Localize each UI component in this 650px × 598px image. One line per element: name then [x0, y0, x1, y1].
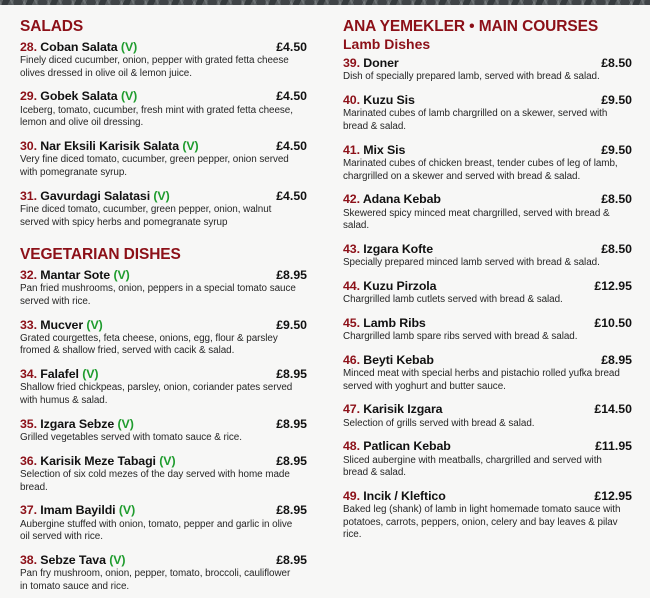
- menu-item-title-row: [20, 40, 307, 54]
- menu-item-price: £8.95: [276, 552, 307, 567]
- menu-column-right: [325, 5, 650, 598]
- menu-item-price: £8.50: [601, 241, 632, 256]
- menu-item-number: 36.: [20, 453, 37, 468]
- menu-item-number: 29.: [20, 89, 37, 104]
- menu-item-description: Sliced aubergine with meatballs, chargrilled and served with bread & salad.: [343, 454, 602, 479]
- menu-item: [325, 279, 650, 307]
- menu-item-title: Nar Eksili Karisik Salata: [40, 138, 179, 153]
- menu-item-title-row: [343, 242, 632, 256]
- menu-item-name: [343, 242, 433, 256]
- menu-item-description: Marinated cubes of lamb chargrilled on a skewer, served with bread & salad.: [343, 108, 608, 132]
- menu-item-title: Karisik Izgara: [363, 402, 443, 417]
- menu-item-title-row: [343, 93, 632, 107]
- menu-item-name: [343, 402, 442, 416]
- menu-item-name: [343, 192, 441, 206]
- menu-item-description: Skewered spicy minced meat chargrilled, served with bread & salad.: [343, 207, 610, 232]
- menu-item-title: Izgara Kofte: [363, 241, 433, 256]
- menu-item-price: £8.95: [276, 267, 307, 282]
- menu-item-number: 31.: [20, 188, 37, 203]
- menu-item: [0, 89, 325, 130]
- menu-item-description: Minced meat with special herbs and pistachio rolled yufka bread served with yoghurt and butter sauce.: [343, 367, 620, 392]
- menu-item-title-row: [343, 143, 632, 157]
- menu-item-price: £8.95: [601, 352, 632, 367]
- menu-item-description: Very fine diced tomato, cucumber, green pepper, onion served with pomegranate syrup.: [20, 154, 289, 178]
- menu-item-title-row: [343, 402, 632, 416]
- menu-item-description: Grated courgettes, feta cheese, onions, egg, flour & parsley fromed & shallow fried, served with cacik & salad.: [20, 332, 278, 357]
- menu-item: [325, 192, 650, 233]
- menu-item-title-row: [20, 89, 307, 103]
- menu-item-description: Shallow fried chickpeas, parsley, onion, coriander pates served with humus & salad.: [20, 382, 293, 407]
- menu-item-price: £8.95: [276, 367, 307, 382]
- menu-item-description: Chargrilled lamb cutlets served with bread & salad.: [343, 294, 563, 306]
- menu-item-title: Izgara Sebze: [40, 416, 115, 431]
- menu-item-title-row: [343, 439, 632, 453]
- menu-item-title: Sebze Tava: [40, 552, 106, 567]
- menu-item-number: 49.: [343, 488, 360, 503]
- menu-item-title: Patlican Kebab: [363, 439, 451, 454]
- menu-item-price: £8.50: [601, 56, 632, 71]
- menu-item-title: Gavurdagi Salatasi: [40, 188, 151, 203]
- menu-item: [0, 189, 325, 230]
- menu-item-description: Pan fried mushrooms, onion, peppers in a special tomato sauce served with rice.: [20, 283, 296, 307]
- menu-item-name: [20, 417, 134, 431]
- subsection-heading: Lamb Dishes: [343, 35, 431, 52]
- menu-item-name: [343, 56, 399, 70]
- menu-item-description: Iceberg, tomato, cucumber, fresh mint with grated fetta cheese, lemon and olive oil dressing.: [20, 104, 293, 129]
- vegetarian-tag: (V): [120, 89, 138, 104]
- menu-item-price: £9.50: [601, 142, 632, 157]
- menu-item-name: [343, 439, 451, 453]
- menu-item-description: Baked leg (shank) of lamb in light homemade tomato sauce with potatoes, carrots, peppers, onion, celery and bay leaves & pilav rice.: [343, 504, 621, 541]
- vegetarian-tag: (V): [117, 416, 134, 431]
- menu-item-name: [343, 316, 426, 330]
- menu-item-price: £8.95: [276, 416, 307, 431]
- menu-item-price: £8.95: [276, 503, 307, 518]
- menu-item-name: [20, 89, 137, 103]
- menu-item-price: £10.50: [594, 315, 632, 330]
- menu-item-number: 33.: [20, 317, 37, 332]
- menu-item-title-row: [20, 189, 307, 203]
- menu-item-number: 41.: [343, 142, 360, 157]
- menu-item: [0, 417, 325, 445]
- menu-item: [325, 56, 650, 84]
- menu-item-name: [20, 454, 175, 468]
- menu-item-title-row: [343, 56, 632, 70]
- menu-item-title-row: [20, 417, 307, 431]
- menu-item: [325, 402, 650, 430]
- menu-item: [325, 93, 650, 134]
- menu-item: [0, 318, 325, 359]
- menu-item-title-row: [20, 367, 307, 381]
- menu-item-title: Lamb Ribs: [363, 315, 426, 330]
- menu-item: [0, 553, 325, 594]
- menu-item-number: 48.: [343, 439, 360, 454]
- menu-item-title-row: [20, 318, 307, 332]
- menu-item-title: Karisik Meze Tabagi: [40, 453, 156, 468]
- menu-item-description: Pan fry mushroom, onion, pepper, tomato, broccoli, cauliflower in tomato sauce and rice.: [20, 568, 291, 592]
- menu-item-title-row: [343, 489, 632, 503]
- vegetarian-tag: (V): [82, 367, 99, 382]
- section-heading: ANA YEMEKLER • MAIN COURSES: [343, 18, 599, 35]
- menu-item-name: [343, 489, 446, 503]
- menu-item-title-row: [20, 139, 307, 153]
- menu-item-number: 40.: [343, 93, 360, 108]
- menu-item-description: Selection of six cold mezes of the day served with home made bread.: [20, 468, 290, 493]
- section-heading: SALADS: [20, 18, 84, 35]
- menu-item-name: [20, 189, 170, 203]
- menu-item-name: [343, 279, 436, 293]
- menu-item-description: Grilled vegetables served with tomato sauce & rice.: [20, 432, 242, 443]
- menu-item-price: £12.95: [594, 278, 632, 293]
- menu-item-title-row: [343, 279, 632, 293]
- menu-item: [325, 316, 650, 344]
- menu-item-number: 46.: [343, 352, 360, 367]
- menu-item-title-row: [343, 192, 632, 206]
- menu-item-number: 34.: [20, 367, 37, 382]
- menu-item-title-row: [20, 503, 307, 517]
- section-heading-block: [0, 19, 325, 38]
- menu-item-title: Gobek Salata: [40, 89, 118, 104]
- menu-item: [325, 242, 650, 270]
- menu-item-name: [343, 143, 405, 157]
- menu-item-description: Dish of specially prepared lamb, served with bread & salad.: [343, 71, 600, 83]
- menu-item-price: £11.95: [595, 439, 632, 454]
- menu-item: [325, 489, 650, 542]
- menu-item: [0, 40, 325, 81]
- menu-item-price: £12.95: [594, 488, 632, 503]
- section-heading-block: [0, 247, 325, 266]
- menu-item-name: [343, 93, 415, 107]
- menu-item: [325, 143, 650, 184]
- menu-item-price: £8.50: [601, 192, 632, 207]
- menu-item-title: Imam Bayildi: [40, 503, 116, 518]
- vegetarian-tag: (V): [153, 188, 170, 203]
- menu-item-number: 44.: [343, 278, 360, 293]
- menu-item: [0, 268, 325, 309]
- menu-item-title: Mucver: [40, 317, 84, 332]
- menu-item-number: 32.: [20, 267, 37, 282]
- menu-item-number: 28.: [20, 39, 37, 54]
- menu-item-title-row: [20, 553, 307, 567]
- menu-item-title: Beyti Kebab: [363, 352, 434, 367]
- menu-item-title: Incik / Kleftico: [363, 488, 446, 503]
- menu-item-number: 43.: [343, 241, 360, 256]
- vegetarian-tag: (V): [86, 317, 103, 332]
- menu-item-description: Finely diced cucumber, onion, pepper with grated fetta cheese olives dressed in olive oil & lemon juice.: [20, 55, 289, 79]
- menu-item-number: 35.: [20, 416, 37, 431]
- menu-item-description: Selection of grills served with bread & salad.: [343, 417, 535, 429]
- menu-item-title: Adana Kebab: [362, 192, 441, 207]
- menu-item: [0, 454, 325, 495]
- vegetarian-tag: (V): [159, 453, 176, 468]
- menu-item: [0, 503, 325, 544]
- menu-item-description: Chargrilled lamb spare ribs served with bread & salad.: [343, 331, 578, 343]
- menu-item-title: Mix Sis: [363, 142, 406, 157]
- vegetarian-tag: (V): [182, 138, 199, 153]
- menu-item: [325, 353, 650, 394]
- menu-item-description: Aubergine stuffed with onion, tomato, pepper and garlic in olive oil served with rice.: [20, 518, 293, 543]
- menu-item: [0, 139, 325, 180]
- menu-item-title: Kuzu Pirzola: [363, 278, 437, 293]
- menu-item-price: £8.95: [276, 453, 307, 468]
- menu-item: [0, 367, 325, 408]
- menu-item-number: 30.: [20, 138, 37, 153]
- menu-item-number: 45.: [343, 315, 360, 330]
- menu-item-price: £4.50: [276, 138, 307, 153]
- menu-item-title: Mantar Sote: [40, 267, 111, 282]
- menu-item-price: £9.50: [601, 93, 632, 108]
- menu-item-title: Doner: [363, 56, 399, 71]
- menu-item-number: 42.: [343, 192, 360, 207]
- menu-item-title-row: [343, 316, 632, 330]
- menu-item-price: £4.50: [276, 188, 307, 203]
- menu-item-title-row: [343, 353, 632, 367]
- section-heading-block: [325, 19, 650, 54]
- menu-item-name: [343, 353, 434, 367]
- vegetarian-tag: (V): [113, 267, 130, 282]
- menu-item-description: Fine diced tomato, cucumber, green pepper, onion, walnut served with spicy herbs and pomegranate syrup: [20, 203, 272, 228]
- menu-item-number: 47.: [343, 402, 360, 417]
- menu-item-number: 39.: [343, 56, 360, 71]
- menu-item-name: [20, 139, 199, 153]
- menu-item-title-row: [20, 268, 307, 282]
- menu-item-title: Kuzu Sis: [363, 93, 415, 108]
- menu-item-description: Specially prepared minced lamb served with bread & salad.: [343, 257, 600, 269]
- menu-item-description: Marinated cubes of chicken breast, tender cubes of leg of lamb, chargrilled on a skewer and served with bread & salad.: [343, 157, 618, 182]
- vegetarian-tag: (V): [109, 552, 126, 567]
- menu-item-name: [20, 40, 137, 54]
- menu-column-left: [0, 5, 325, 598]
- menu-item-price: £4.50: [276, 39, 307, 54]
- menu-item-price: £9.50: [276, 317, 307, 332]
- menu-item-name: [20, 367, 98, 381]
- menu-item-price: £4.50: [276, 89, 307, 104]
- menu-item-name: [20, 268, 130, 282]
- menu-item: [325, 439, 650, 480]
- menu-item-title: Coban Salata: [40, 39, 118, 54]
- menu-item-name: [20, 503, 135, 517]
- vegetarian-tag: (V): [118, 503, 136, 518]
- menu-item-name: [20, 318, 103, 332]
- vegetarian-tag: (V): [120, 39, 138, 54]
- menu-item-number: 37.: [20, 503, 37, 518]
- menu-item-name: [20, 553, 125, 567]
- menu-item-title-row: [20, 454, 307, 468]
- section-heading: VEGETARIAN DISHES: [20, 246, 181, 264]
- menu-item-number: 38.: [20, 552, 37, 567]
- menu-page: [0, 5, 650, 598]
- menu-item-price: £14.50: [594, 402, 632, 417]
- menu-item-title: Falafel: [40, 367, 79, 382]
